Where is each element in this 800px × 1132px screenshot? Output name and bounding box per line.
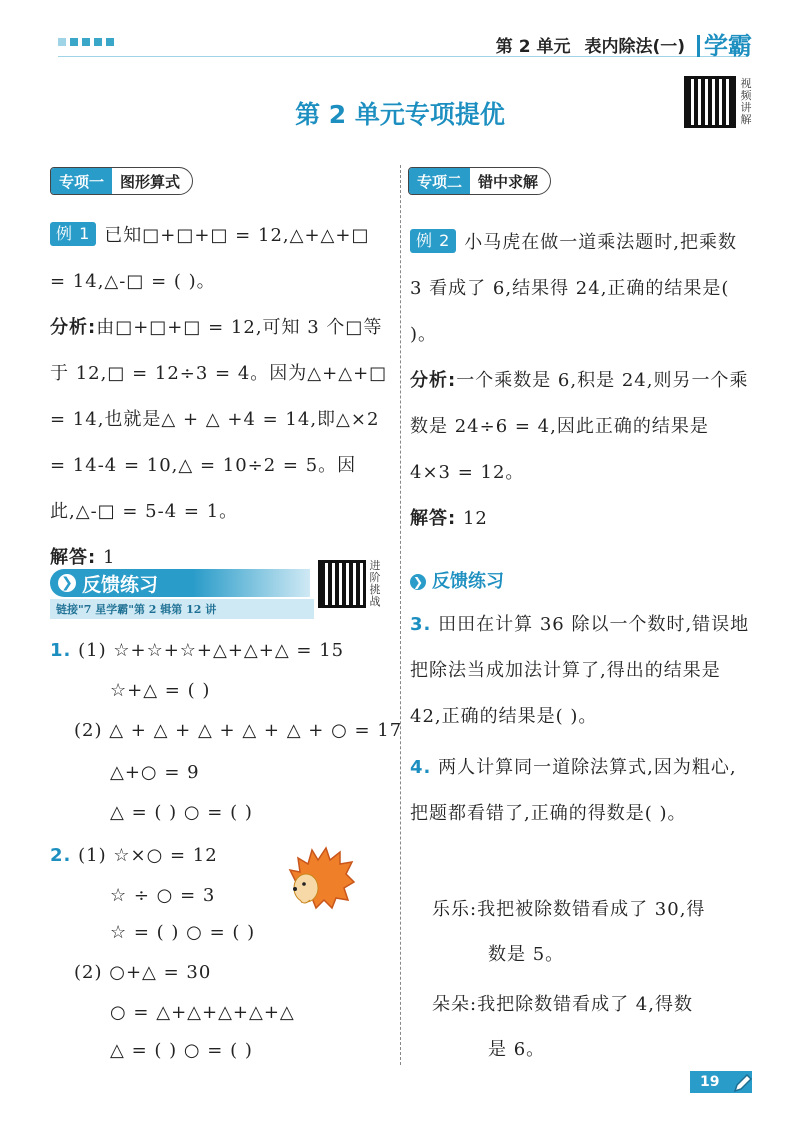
analysis-text: 一个乘数是 6,积是 24,则另一个乘数是 24÷6 = 4,因此正确的结果是 4×3 = 12。 xyxy=(410,370,749,483)
example-2-analysis xyxy=(410,358,755,496)
part-label: (2) xyxy=(74,962,103,983)
page-number: 19 xyxy=(690,1071,752,1093)
feedback-title: 反馈练习 xyxy=(82,573,159,596)
chevron-right-icon: ❯ xyxy=(410,574,426,590)
q2-part2-eq2: ○ = △+△+△+△+△ xyxy=(110,1002,295,1023)
header-chapter xyxy=(496,32,685,57)
q4-lele xyxy=(432,895,705,921)
q4-block xyxy=(410,745,755,837)
column-divider xyxy=(400,165,401,1065)
answer-value: 12 xyxy=(462,508,488,529)
q2-part1-eq2: ☆ ÷ ○ = 3 xyxy=(110,885,216,906)
equation: ☆×○ = 12 xyxy=(113,845,218,866)
equation: ☆+☆+☆+△+△+△ = 15 xyxy=(113,640,345,661)
section-tag-key: 专项二 xyxy=(409,168,470,194)
q2-part2 xyxy=(74,962,211,983)
part-label: (1) xyxy=(78,640,107,661)
chevron-right-icon: ❯ xyxy=(58,574,76,592)
header-unit-label: 第 2 单元 xyxy=(495,37,571,57)
feedback-link-subtitle: 链接"7 星学霸"第 2 辑第 12 讲 xyxy=(50,599,314,619)
qr-code-challenge[interactable] xyxy=(318,560,366,608)
header-chapter-label: 表内除法(一) xyxy=(584,37,685,57)
pencil-icon xyxy=(732,1072,754,1094)
part-label: (2) xyxy=(74,720,103,741)
question-number: 4. xyxy=(410,757,432,778)
answer-value: 1 xyxy=(102,547,116,568)
example-2-question xyxy=(410,220,755,358)
example-badge: 例 2 xyxy=(410,229,456,253)
q1-part2 xyxy=(74,720,402,741)
section-tag-left xyxy=(50,167,193,195)
brand-logo xyxy=(697,26,752,61)
question-number: 3. xyxy=(410,614,432,635)
example-badge: 例 1 xyxy=(50,222,96,246)
answer-label: 解答: xyxy=(50,547,97,568)
qr-label-video: 视频讲解 xyxy=(740,77,752,126)
speaker-label: 乐乐: xyxy=(432,899,478,920)
q4-lele-cont: 数是 5。 xyxy=(488,944,565,965)
q4-duoduo xyxy=(432,990,693,1016)
q4-text: 两人计算同一道除法算式,因为粗心,把题都看错了,正确的得数是( )。 xyxy=(410,757,737,824)
question-number: 2. xyxy=(50,845,72,866)
analysis-label: 分析: xyxy=(50,317,97,338)
analysis-label: 分析: xyxy=(410,370,457,391)
hedgehog-illustration xyxy=(286,842,356,912)
feedback-banner-right xyxy=(410,567,504,593)
example-1-question xyxy=(50,213,390,305)
q1-part1-answer[interactable]: ☆+△ = ( ) xyxy=(110,680,211,701)
example-2-block xyxy=(410,220,755,542)
part-label: (1) xyxy=(78,845,107,866)
q3-block xyxy=(410,602,755,740)
header-decoration xyxy=(58,38,114,46)
section-tag-key: 专项一 xyxy=(51,168,112,194)
brand-name: 学霸 xyxy=(704,32,752,60)
example-text: 小马虎在做一道乘法题时,把乘数 3 看成了 6,结果得 24,正确的结果是( )。 xyxy=(410,232,738,345)
q1-part1 xyxy=(50,640,344,661)
question-number: 1. xyxy=(50,640,72,661)
example-1-analysis xyxy=(50,305,390,535)
analysis-text: 由□+□+□ = 12,可知 3 个□等于 12,□ = 12÷3 = 4。因为△+△+□ = 14,也就是△ + △ +4 = 14,即△×2 = 14-4 = 10,△ = 10÷2 = 5。因此,△-□ = 5-4 = 1。 xyxy=(50,317,388,522)
q2-part2-answer[interactable]: △ = ( ) ○ = ( ) xyxy=(110,1040,253,1061)
speaker-text: 我把除数错看成了 4,得数 xyxy=(477,994,693,1015)
speaker-label: 朵朵: xyxy=(432,994,478,1015)
example-2-answer xyxy=(410,496,755,542)
feedback-title: 反馈练习 xyxy=(432,571,504,592)
speaker-text: 我把被除数错看成了 30,得 xyxy=(477,899,706,920)
q2-part1 xyxy=(50,845,218,866)
example-text: 已知□+□+□ = 12,△+△+□ = 14,△-□ = ( )。 xyxy=(50,225,370,292)
page-title: 第 2 单元专项提优 xyxy=(295,100,505,129)
q3-text: 田田在计算 36 除以一个数时,错误地把除法当成加法计算了,得出的结果是 42,正确的结果是( )。 xyxy=(410,614,750,727)
q1-part2-answer[interactable]: △ = ( ) ○ = ( ) xyxy=(110,802,253,823)
feedback-banner-left xyxy=(50,569,310,597)
section-tag-right xyxy=(408,167,551,195)
example-1-block xyxy=(50,213,390,581)
q2-part1-answer[interactable]: ☆ = ( ) ○ = ( ) xyxy=(110,922,256,943)
q1-part2-eq2: △+○ = 9 xyxy=(110,762,200,783)
equation: ○+△ = 30 xyxy=(109,962,212,983)
answer-label: 解答: xyxy=(410,508,457,529)
q4-duoduo-cont: 是 6。 xyxy=(488,1039,546,1060)
section-tag-title: 错中求解 xyxy=(478,172,539,191)
equation: △ + △ + △ + △ + △ + ○ = 17 xyxy=(109,720,403,741)
qr-label-challenge: 进阶挑战 xyxy=(369,559,381,608)
section-tag-title: 图形算式 xyxy=(120,172,181,191)
